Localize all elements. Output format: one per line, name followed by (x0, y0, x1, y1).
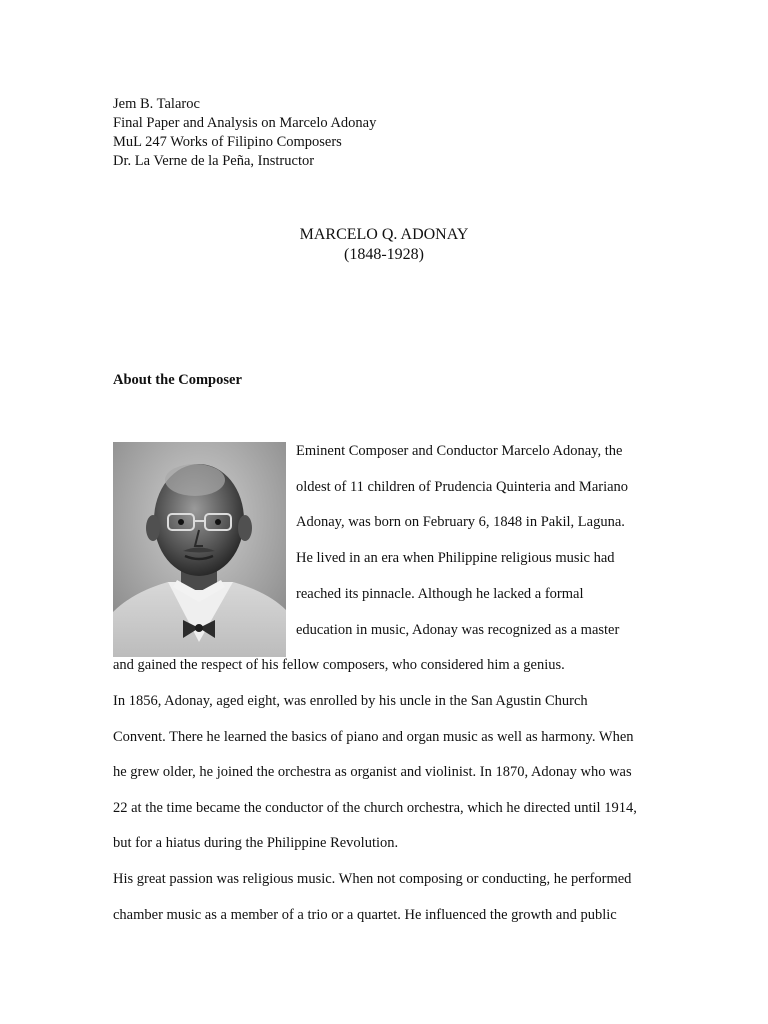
body-line: and gained the respect of his fellow composers, who considered him a genius. (113, 657, 565, 673)
composer-name: MARCELO Q. ADONAY (299, 226, 469, 243)
body-line: he grew older, he joined the orchestra as organist and violinist. In 1870, Adonay who was (113, 764, 632, 780)
body-line: His great passion was religious music. When not composing or conducting, he performed (113, 871, 632, 887)
composer-portrait (113, 442, 286, 657)
body-line: 22 at the time became the conductor of the church orchestra, which he directed until 1914, (113, 800, 637, 816)
paper-header (113, 95, 376, 171)
instructor-name: Dr. La Verne de la Peña, Instructor (113, 153, 315, 169)
body-line: but for a hiatus during the Philippine Revolution. (113, 835, 399, 851)
body-line: Eminent Composer and Conductor Marcelo Adonay, the (296, 443, 623, 459)
composer-years: (1848-1928) (344, 246, 424, 263)
author-name: Jem B. Talaroc (113, 96, 200, 112)
body-line: In 1856, Adonay, aged eight, was enrolled by his uncle in the San Agustin Church (113, 693, 588, 709)
body-line: Adonay, was born on February 6, 1848 in Pakil, Laguna. (296, 514, 625, 530)
section-heading: About the Composer (113, 372, 242, 388)
body-line: Convent. There he learned the basics of piano and organ music as well as harmony. When (113, 729, 634, 745)
body-line: chamber music as a member of a trio or a quartet. He influenced the growth and public (113, 907, 617, 923)
body-line: He lived in an era when Philippine religious music had (296, 550, 615, 566)
body-line: oldest of 11 children of Prudencia Quinteria and Mariano (296, 479, 629, 495)
paper-title: Final Paper and Analysis on Marcelo Adonay (113, 115, 377, 131)
body-line: education in music, Adonay was recognized as a master (296, 622, 620, 638)
document-title (0, 225, 768, 265)
course-name: MuL 247 Works of Filipino Composers (113, 134, 342, 150)
body-line: reached its pinnacle. Although he lacked a formal (296, 586, 584, 602)
